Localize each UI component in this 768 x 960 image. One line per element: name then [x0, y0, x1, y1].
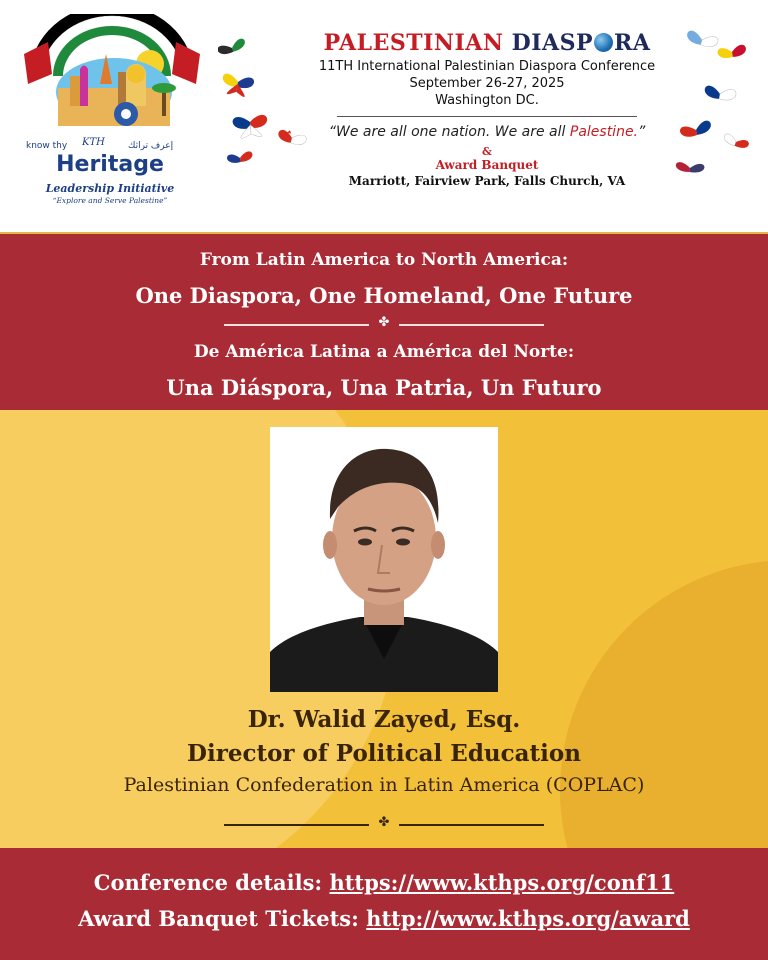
speaker-photo — [270, 427, 498, 692]
header — [0, 0, 768, 232]
logo-tagline: “Explore and Serve Palestine” — [52, 196, 168, 205]
quote-accent: Palestine. — [569, 124, 639, 140]
banquet-tickets-label: Award Banquet Tickets: — [78, 906, 367, 931]
speaker-role: Director of Political Education — [187, 740, 581, 767]
conference-edition: 11TH International Palestinian Diaspora Conference — [318, 59, 656, 74]
quote-main: “We are all one nation. We are all — [328, 124, 570, 140]
speaker-name: Dr. Walid Zayed, Esq. — [247, 706, 521, 733]
conference-quote — [272, 123, 702, 141]
title-part-palestinian: PALESTINIAN — [323, 30, 504, 56]
banner-english-line1: From Latin America to North America: — [199, 250, 569, 270]
logo-arabic: إعرف تراثك — [128, 141, 174, 151]
ampersand: & — [482, 145, 492, 158]
flag-butterflies-right-icon — [660, 22, 760, 182]
banner-spanish-line2: Una Diáspora, Una Patria, Un Futuro — [166, 375, 602, 400]
footer — [0, 848, 768, 960]
quote-close: ” — [638, 124, 646, 140]
logo-kth: KTH — [82, 137, 105, 148]
heritage-emblem-icon — [22, 14, 202, 139]
conference-dates: September 26-27, 2025 — [409, 76, 565, 91]
banquet-tickets-link[interactable]: http://www.kthps.org/award — [366, 906, 690, 931]
conference-info — [272, 28, 702, 190]
title-part-ra: RA — [614, 30, 651, 56]
ornament-icon: ✤ — [378, 315, 390, 330]
globe-icon — [594, 33, 613, 52]
speaker-divider — [224, 815, 544, 830]
award-banquet: Award Banquet — [435, 158, 539, 172]
speaker-organization: Palestinian Confederation in Latin America (COPLAC) — [123, 774, 645, 796]
kth-heritage-logo — [22, 14, 202, 214]
conference-details-label: Conference details: — [93, 870, 330, 895]
banner-english-line2: One Diaspora, One Homeland, One Future — [135, 283, 633, 308]
venue: Marriott, Fairview Park, Falls Church, VA — [348, 174, 626, 188]
conference-details-link[interactable]: https://www.kthps.org/conf11 — [329, 870, 675, 895]
conference-rule — [337, 116, 637, 117]
conference-city: Washington DC. — [435, 93, 539, 108]
logo-know-thy: know thy — [26, 141, 68, 151]
title-part-diasp: DIASP — [511, 30, 594, 56]
theme-banner — [0, 232, 768, 410]
background-shape — [560, 560, 768, 848]
banner-spanish-line1: De América Latina a América del Norte: — [193, 342, 575, 362]
ornament-icon: ✤ — [378, 815, 390, 830]
logo-subtitle: Leadership Initiative — [45, 182, 175, 195]
speaker-section — [0, 410, 768, 848]
banquet-tickets-line — [0, 906, 768, 931]
conference-title — [272, 28, 702, 58]
banner-divider — [224, 315, 544, 330]
logo-heritage: Heritage — [56, 152, 164, 177]
speaker-portrait-icon — [270, 427, 498, 692]
conference-details-line — [0, 870, 768, 895]
